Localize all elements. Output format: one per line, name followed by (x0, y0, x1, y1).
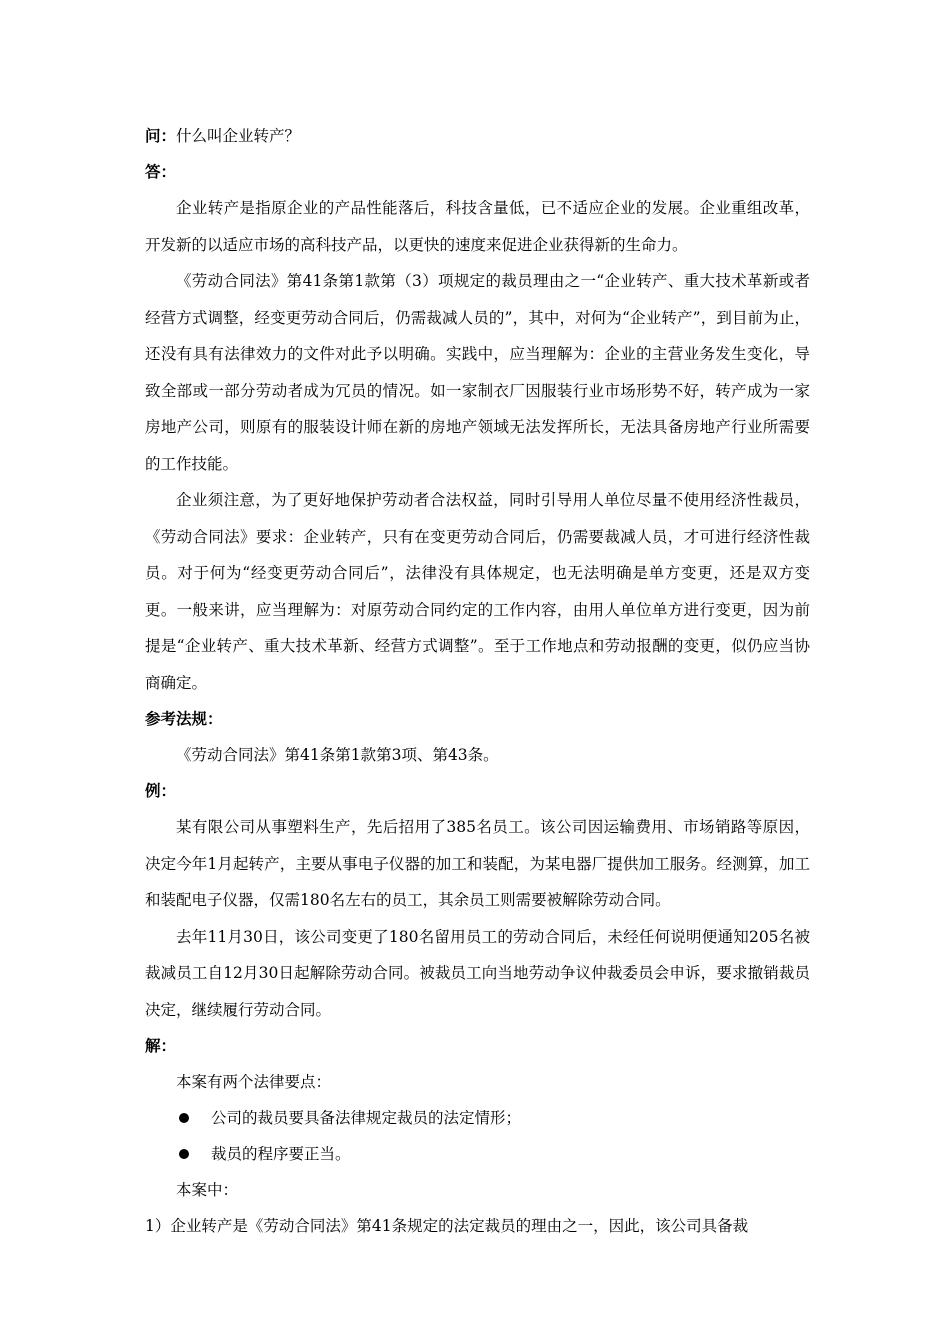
solution-heading: 解： (145, 1036, 177, 1055)
answer-heading: 答： (145, 162, 177, 181)
answer-paragraph-1: 企业转产是指原企业的产品性能落后，科技含量低，已不适应企业的发展。企业重组改革，开发新的以适应市场的高科技产品，以更快的速度来促进企业获得新的生命力。 (145, 199, 810, 254)
solution-intro: 本案有两个法律要点： (176, 1073, 332, 1091)
bullet-icon (179, 1113, 189, 1123)
list-item-text: 裁员的程序要正当。 (211, 1145, 351, 1163)
bullet-icon (179, 1149, 189, 1159)
reference-text: 《劳动合同法》第41条第1款第3项、第43条。 (176, 746, 499, 764)
example-paragraph-1: 某有限公司从事塑料生产，先后招用了385名员工。该公司因运输费用、市场销路等原因，决定今年1月起转产，主要从事电子仪器的加工和装配，为某电器厂提供加工服务。经测算，加工和装配电子仪器，仅需180名左右的员工，其余员工则需要被解除劳动合同。 (145, 818, 810, 909)
list-item (145, 1136, 810, 1172)
answer-paragraph-3: 企业须注意，为了更好地保护劳动者合法权益，同时引导用人单位尽量不使用经济性裁员，《劳动合同法》要求：企业转产，只有在变更劳动合同后，仍需要裁减人员，才可进行经济性裁员。对于何为“经变更劳动合同后”，法律没有具体规定，也无法明确是单方变更，还是双方变更。一般来讲，应当理解为：对原劳动合同约定的工作内容，由用人单位单方进行变更，因为前提是“企业转产、重大技术革新、经营方式调整”。至于工作地点和劳动报酬的变更，似仍应当协商确定。 (145, 491, 810, 692)
case-point-1: 1）企业转产是《劳动合同法》第41条规定的法定裁员的理由之一，因此，该公司具备裁 (145, 1217, 749, 1235)
question-line (145, 118, 810, 154)
answer-paragraph-2: 《劳动合同法》第41条第1款第（3）项规定的裁员理由之一“企业转产、重大技术革新或者经营方式调整，经变更劳动合同后，仍需裁减人员的”，其中，对何为“企业转产”，到目前为止，还没有具有法律效力的文件对此予以明确。实践中，应当理解为：企业的主营业务发生变化，导致全部或一部分劳动者成为冗员的情况。如一家制衣厂因服装行业市场形势不好，转产成为一家房地产公司，则原有的服装设计师在新的房地产领域无法发挥所长，无法具备房地产行业所需要的工作技能。 (145, 272, 810, 473)
question-label: 问： (145, 126, 177, 145)
example-paragraph-2: 去年11月30日，该公司变更了180名留用员工的劳动合同后，未经任何说明便通知205名被裁减员工自12月30日起解除劳动合同。被裁员工向当地劳动争议仲裁委员会申诉，要求撤销裁员决定，继续履行劳动合同。 (145, 927, 810, 1019)
question-text: 什么叫企业转产？ (176, 127, 301, 145)
example-heading: 例： (145, 781, 177, 800)
document-page (145, 118, 810, 1244)
list-item (145, 1100, 810, 1136)
list-item-text: 公司的裁员要具备法律规定裁员的法定情形； (211, 1109, 522, 1127)
case-label: 本案中： (176, 1181, 239, 1199)
reference-heading: 参考法规： (145, 709, 223, 728)
